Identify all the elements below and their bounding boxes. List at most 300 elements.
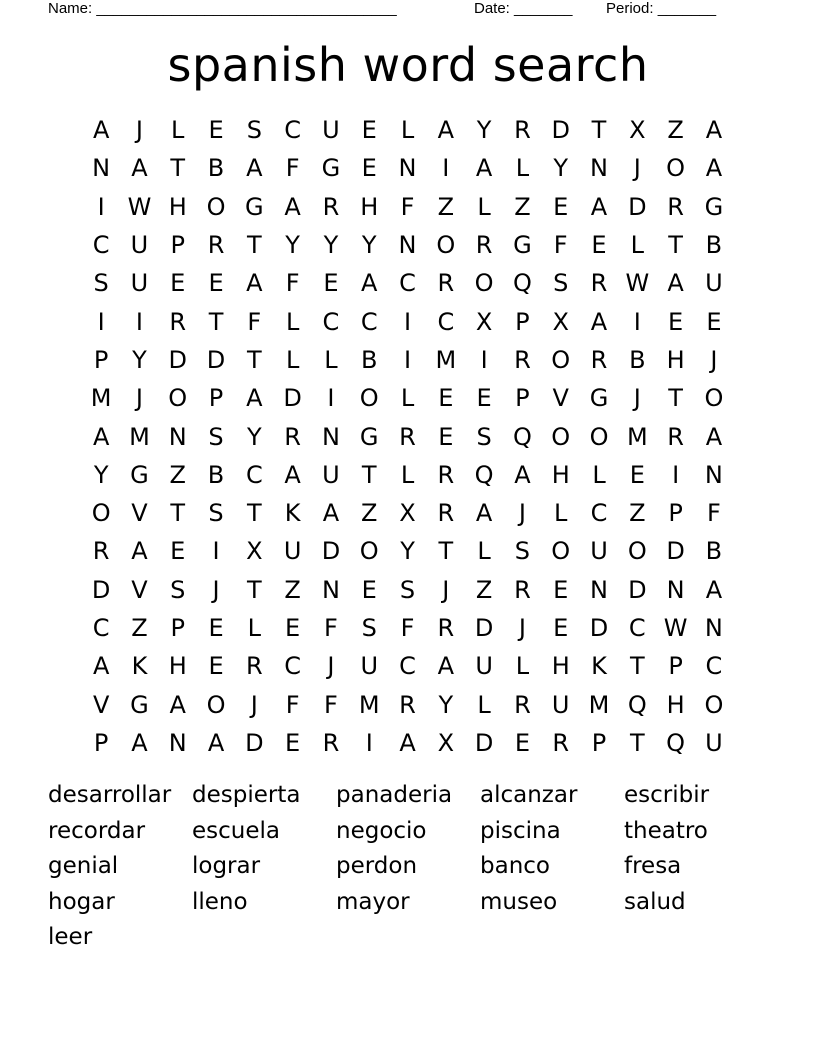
grid-letter: O: [551, 422, 571, 451]
grid-letter: R: [437, 499, 455, 528]
grid-letter: A: [514, 460, 531, 489]
grid-letter: V: [92, 690, 110, 719]
grid-letter: C: [284, 652, 302, 681]
grid-letter: C: [360, 307, 378, 336]
grid-letter: O: [704, 384, 724, 413]
grid-letter: S: [514, 537, 531, 566]
grid-row: [82, 647, 734, 685]
grid-letter: D: [91, 575, 111, 604]
grid-letter: A: [246, 154, 263, 183]
grid-letter: A: [131, 537, 148, 566]
grid-letter: L: [554, 499, 568, 528]
grid-letter: M: [435, 345, 457, 374]
grid-letter: L: [247, 614, 262, 642]
grid-letter: D: [551, 116, 570, 145]
grid-letter: E: [706, 307, 722, 336]
grid-letter: C: [322, 307, 340, 336]
grid-letter: A: [284, 460, 301, 489]
grid-letter: R: [92, 537, 110, 566]
grid-letter: B: [360, 345, 378, 374]
grid-letter: U: [283, 537, 302, 566]
grid-row: [82, 456, 734, 494]
word-list-item: alcanzar: [480, 782, 578, 808]
grid-letter: I: [212, 537, 220, 566]
grid-letter: G: [704, 192, 724, 221]
grid-row: [82, 494, 734, 532]
grid-letter: N: [704, 460, 723, 489]
grid-letter: J: [135, 116, 143, 145]
grid-letter: R: [169, 307, 187, 336]
grid-letter: A: [92, 116, 110, 145]
grid-letter: O: [627, 537, 647, 566]
grid-letter: U: [705, 269, 723, 298]
grid-letter: T: [247, 575, 262, 604]
grid-letter: Q: [474, 460, 494, 489]
grid-letter: X: [552, 307, 569, 336]
grid-letter: J: [710, 345, 718, 374]
grid-letter: I: [442, 154, 450, 183]
grid-letter: C: [590, 499, 608, 528]
grid-letter: O: [359, 537, 379, 566]
grid-letter: R: [514, 690, 531, 719]
grid-letter: J: [518, 499, 526, 528]
grid-letter: B: [207, 154, 225, 183]
grid-letter: E: [323, 269, 339, 298]
grid-letter: N: [398, 231, 417, 260]
grid-letter: E: [361, 154, 377, 183]
grid-letter: Q: [512, 269, 532, 298]
grid-letter: Y: [285, 231, 300, 260]
grid-letter: E: [285, 728, 301, 757]
grid-letter: U: [551, 690, 570, 719]
grid-letter: M: [626, 422, 648, 451]
grid-letter: M: [358, 690, 380, 719]
grid-letter: A: [590, 307, 608, 336]
grid-letter: E: [170, 537, 186, 566]
grid-letter: L: [477, 192, 491, 221]
grid-letter: Y: [400, 537, 415, 566]
grid-letter: F: [400, 192, 415, 221]
grid-letter: O: [704, 690, 724, 719]
grid-letter: C: [92, 614, 110, 642]
word-list-item: genial: [48, 853, 119, 879]
grid-letter: V: [131, 499, 148, 528]
grid-letter: N: [590, 154, 608, 183]
grid-letter: Z: [514, 192, 531, 221]
grid-letter: A: [246, 269, 263, 298]
grid-letter: X: [437, 728, 455, 757]
grid-letter: S: [208, 422, 224, 451]
grid-letter: E: [553, 575, 569, 604]
grid-letter: E: [591, 231, 607, 260]
grid-letter: N: [168, 728, 187, 757]
grid-letter: A: [705, 422, 723, 451]
grid-letter: A: [246, 384, 263, 413]
grid-letter: D: [283, 384, 302, 413]
grid-letter: E: [438, 384, 454, 413]
grid-letter: R: [207, 231, 225, 260]
grid-row: [82, 609, 734, 647]
grid-letter: E: [476, 384, 492, 413]
word-list-item: mayor: [336, 888, 410, 915]
grid-letter: D: [474, 614, 494, 642]
grid-letter: T: [208, 307, 224, 336]
word-list-item: fresa: [624, 853, 682, 879]
grid-letter: L: [592, 460, 606, 489]
grid-letter: S: [361, 614, 377, 642]
grid-letter: W: [127, 192, 152, 221]
grid-letter: U: [705, 728, 723, 757]
grid-letter: A: [169, 690, 186, 719]
grid-letter: A: [399, 728, 416, 757]
grid-letter: R: [552, 728, 570, 757]
grid-letter: E: [170, 269, 186, 298]
grid-letter: R: [322, 728, 340, 757]
grid-letter: A: [207, 728, 225, 757]
grid-letter: X: [475, 307, 493, 336]
grid-letter: E: [285, 614, 301, 642]
grid-letter: A: [590, 192, 608, 221]
grid-letter: T: [247, 231, 262, 260]
grid-letter: J: [442, 575, 450, 604]
grid-letter: Z: [284, 575, 301, 604]
grid-letter: I: [327, 384, 335, 413]
grid-letter: C: [284, 116, 302, 145]
grid-letter: F: [285, 690, 300, 719]
grid-letter: C: [92, 231, 110, 260]
grid-letter: G: [589, 384, 609, 413]
grid-letter: O: [359, 384, 379, 413]
grid-row: [82, 149, 734, 187]
grid-letter: Z: [437, 192, 455, 221]
grid-letter: P: [668, 499, 683, 528]
grid-letter: J: [327, 652, 335, 681]
word-list-item: theatro: [624, 817, 708, 844]
grid-letter: D: [321, 537, 341, 566]
grid-letter: L: [324, 345, 338, 374]
grid-letter: D: [206, 345, 226, 374]
grid-letter: U: [130, 269, 149, 298]
grid-letter: A: [475, 154, 493, 183]
grid-letter: T: [668, 384, 683, 413]
grid-letter: A: [131, 154, 148, 183]
grid-letter: O: [589, 422, 609, 451]
grid-letter: F: [247, 307, 262, 336]
grid-letter: O: [474, 269, 494, 298]
word-list-item: negocio: [336, 817, 427, 844]
grid-letter: Y: [438, 690, 454, 719]
grid-letter: U: [130, 231, 149, 260]
grid-letter: Z: [131, 614, 148, 642]
grid-row: [82, 532, 734, 570]
grid-row: [82, 226, 734, 264]
word-list-item: salud: [624, 888, 686, 915]
word-list-item: recordar: [48, 817, 146, 844]
grid-letter: S: [208, 499, 224, 528]
grid-letter: L: [400, 460, 415, 489]
grid-letter: K: [591, 652, 607, 681]
grid-letter: A: [705, 575, 723, 604]
grid-letter: N: [321, 575, 340, 604]
grid-letter: P: [668, 652, 683, 681]
grid-letter: A: [437, 652, 455, 681]
name-field: Name: ____________________________________: [48, 0, 397, 17]
grid-letter: Y: [247, 422, 262, 451]
grid-letter: N: [168, 422, 187, 451]
grid-row: [82, 685, 734, 723]
grid-letter: Y: [93, 460, 109, 489]
word-list-item: hogar: [48, 888, 115, 915]
grid-letter: S: [399, 575, 416, 604]
grid-letter: O: [206, 192, 226, 221]
grid-letter: U: [590, 537, 608, 566]
grid-letter: I: [403, 307, 412, 336]
grid-letter: R: [437, 460, 455, 489]
grid-letter: R: [475, 231, 493, 260]
grid-letter: T: [170, 154, 186, 183]
grid-letter: K: [131, 652, 148, 681]
grid-letter: L: [477, 537, 491, 566]
grid-letter: F: [553, 231, 568, 260]
grid-letter: G: [513, 231, 532, 260]
grid-letter: H: [666, 345, 685, 374]
grid-letter: A: [284, 192, 301, 221]
page-title: spanish word search: [167, 38, 649, 92]
grid-letter: B: [207, 460, 225, 489]
grid-letter: B: [705, 231, 723, 260]
grid-letter: W: [663, 614, 688, 642]
grid-letter: I: [365, 728, 373, 757]
grid-letter: I: [97, 307, 105, 336]
grid-letter: E: [361, 116, 377, 145]
grid-letter: P: [515, 307, 530, 336]
grid-letter: T: [629, 652, 645, 681]
grid-letter: L: [171, 116, 185, 145]
grid-letter: H: [666, 690, 685, 719]
grid-letter: D: [589, 614, 609, 642]
grid-letter: A: [92, 422, 110, 451]
word-list-item: lograr: [192, 853, 261, 879]
grid-letter: W: [625, 269, 650, 298]
grid-letter: E: [208, 116, 224, 145]
word-list-item: desarrollar: [48, 782, 172, 808]
word-list-item: leer: [48, 924, 93, 950]
date-field: Date: _______: [474, 0, 573, 17]
grid-letter: C: [399, 652, 416, 681]
grid-letter: M: [588, 690, 610, 719]
grid-letter: T: [668, 231, 683, 260]
grid-letter: R: [590, 269, 608, 298]
grid-row: [82, 111, 734, 149]
grid-letter: S: [170, 575, 186, 604]
grid-letter: R: [667, 192, 684, 221]
grid-letter: E: [629, 460, 645, 489]
grid-letter: H: [551, 460, 570, 489]
grid-letter: Q: [512, 422, 532, 451]
grid-letter: E: [361, 575, 377, 604]
grid-letter: V: [552, 384, 569, 413]
grid-letter: A: [322, 499, 340, 528]
grid-letter: T: [247, 499, 262, 528]
grid-letter: Q: [627, 690, 647, 719]
grid-letter: A: [92, 652, 110, 681]
grid-letter: H: [360, 192, 379, 221]
grid-letter: X: [399, 499, 416, 528]
word-list-item: banco: [480, 853, 550, 879]
grid-letter: F: [324, 690, 338, 719]
grid-letter: J: [212, 575, 220, 604]
grid-letter: R: [437, 614, 455, 642]
grid-letter: Y: [323, 231, 339, 260]
grid-letter: A: [361, 269, 378, 298]
grid-letter: A: [131, 728, 148, 757]
grid-letter: D: [666, 537, 685, 566]
grid-letter: X: [246, 537, 263, 566]
period-field: Period: _______: [606, 0, 717, 17]
grid-letter: G: [130, 460, 149, 489]
grid-letter: G: [359, 422, 379, 451]
grid-letter: Z: [169, 460, 186, 489]
grid-letter: A: [437, 116, 455, 145]
grid-letter: L: [630, 231, 644, 260]
grid-letter: U: [322, 460, 340, 489]
grid-letter: D: [628, 192, 647, 221]
grid-letter: M: [90, 384, 112, 413]
grid-letter: N: [398, 154, 417, 183]
grid-letter: H: [168, 192, 187, 221]
grid-letter: P: [591, 728, 607, 757]
grid-letter: T: [247, 345, 262, 374]
grid-letter: S: [93, 269, 109, 298]
grid-row: [82, 417, 734, 455]
grid-letter: O: [436, 231, 456, 260]
grid-row: [82, 379, 734, 417]
grid-letter: N: [590, 575, 608, 604]
grid-letter: R: [514, 345, 531, 374]
grid-letter: L: [515, 652, 530, 681]
grid-letter: L: [285, 307, 300, 336]
grid-row: [82, 188, 734, 226]
grid-letter: R: [514, 575, 531, 604]
grid-letter: J: [633, 154, 641, 183]
grid-letter: R: [590, 345, 608, 374]
grid-letter: J: [135, 384, 143, 413]
grid-letter: C: [628, 614, 646, 642]
grid-letter: E: [514, 728, 530, 757]
grid-letter: I: [403, 345, 412, 374]
grid-letter: S: [246, 116, 262, 145]
grid-letter: T: [438, 537, 454, 566]
grid-letter: S: [553, 269, 569, 298]
grid-letter: A: [475, 499, 493, 528]
grid-letter: G: [321, 154, 341, 183]
grid-letter: P: [515, 384, 530, 413]
grid-letter: E: [208, 614, 224, 642]
grid-letter: L: [477, 690, 491, 719]
grid-letter: B: [705, 537, 723, 566]
grid-letter: U: [475, 652, 493, 681]
grid-letter: R: [322, 192, 340, 221]
grid-letter: E: [208, 652, 224, 681]
grid-letter: Y: [476, 116, 492, 145]
grid-letter: Z: [667, 116, 684, 145]
grid-letter: D: [168, 345, 187, 374]
word-list-item: museo: [480, 888, 558, 915]
word-list-item: escuela: [192, 817, 280, 844]
grid-letter: P: [208, 384, 224, 413]
grid-letter: L: [285, 345, 300, 374]
grid-letter: F: [285, 154, 300, 183]
grid-letter: L: [400, 116, 415, 145]
grid-letter: T: [591, 116, 607, 145]
letter-grid: [82, 111, 734, 762]
word-list-item: panaderia: [336, 782, 453, 808]
word-list-item: despierta: [192, 782, 301, 808]
grid-letter: E: [553, 614, 569, 642]
grid-letter: G: [130, 690, 149, 719]
grid-letter: Y: [553, 154, 569, 183]
grid-letter: K: [284, 499, 301, 528]
grid-letter: R: [245, 652, 263, 681]
grid-letter: J: [518, 614, 526, 642]
grid-letter: N: [666, 575, 685, 604]
grid-letter: C: [245, 460, 263, 489]
grid-letter: N: [92, 154, 111, 183]
grid-letter: F: [285, 269, 300, 298]
grid-letter: I: [135, 307, 143, 336]
grid-letter: I: [672, 460, 680, 489]
grid-letter: H: [551, 652, 570, 681]
grid-letter: O: [551, 345, 571, 374]
grid-letter: T: [361, 460, 377, 489]
grid-letter: L: [400, 384, 415, 413]
grid-letter: I: [97, 192, 105, 221]
word-list-item: perdon: [336, 853, 418, 879]
grid-letter: C: [399, 269, 416, 298]
grid-letter: E: [438, 422, 454, 451]
grid-letter: Y: [132, 345, 147, 374]
grid-letter: P: [170, 614, 185, 642]
grid-letter: Z: [475, 575, 493, 604]
grid-row: [82, 264, 734, 302]
grid-letter: R: [284, 422, 301, 451]
grid-letter: O: [91, 499, 111, 528]
grid-row: [82, 341, 734, 379]
grid-letter: I: [480, 345, 488, 374]
grid-letter: V: [131, 575, 148, 604]
grid-letter: D: [474, 728, 494, 757]
grid-letter: U: [322, 116, 340, 145]
grid-letter: U: [360, 652, 379, 681]
grid-letter: I: [633, 307, 641, 336]
grid-letter: J: [250, 690, 258, 719]
grid-letter: G: [245, 192, 264, 221]
grid-letter: R: [399, 690, 416, 719]
worksheet-header: [48, 0, 748, 20]
grid-letter: R: [667, 422, 684, 451]
grid-letter: H: [168, 652, 187, 681]
grid-letter: T: [629, 728, 645, 757]
grid-letter: R: [514, 116, 531, 145]
grid-letter: R: [437, 269, 455, 298]
grid-letter: O: [168, 384, 188, 413]
grid-letter: Y: [361, 231, 377, 260]
grid-letter: F: [706, 499, 721, 528]
grid-letter: M: [129, 422, 150, 451]
grid-letter: A: [667, 269, 684, 298]
grid-letter: Q: [666, 728, 686, 757]
grid-letter: D: [245, 728, 264, 757]
